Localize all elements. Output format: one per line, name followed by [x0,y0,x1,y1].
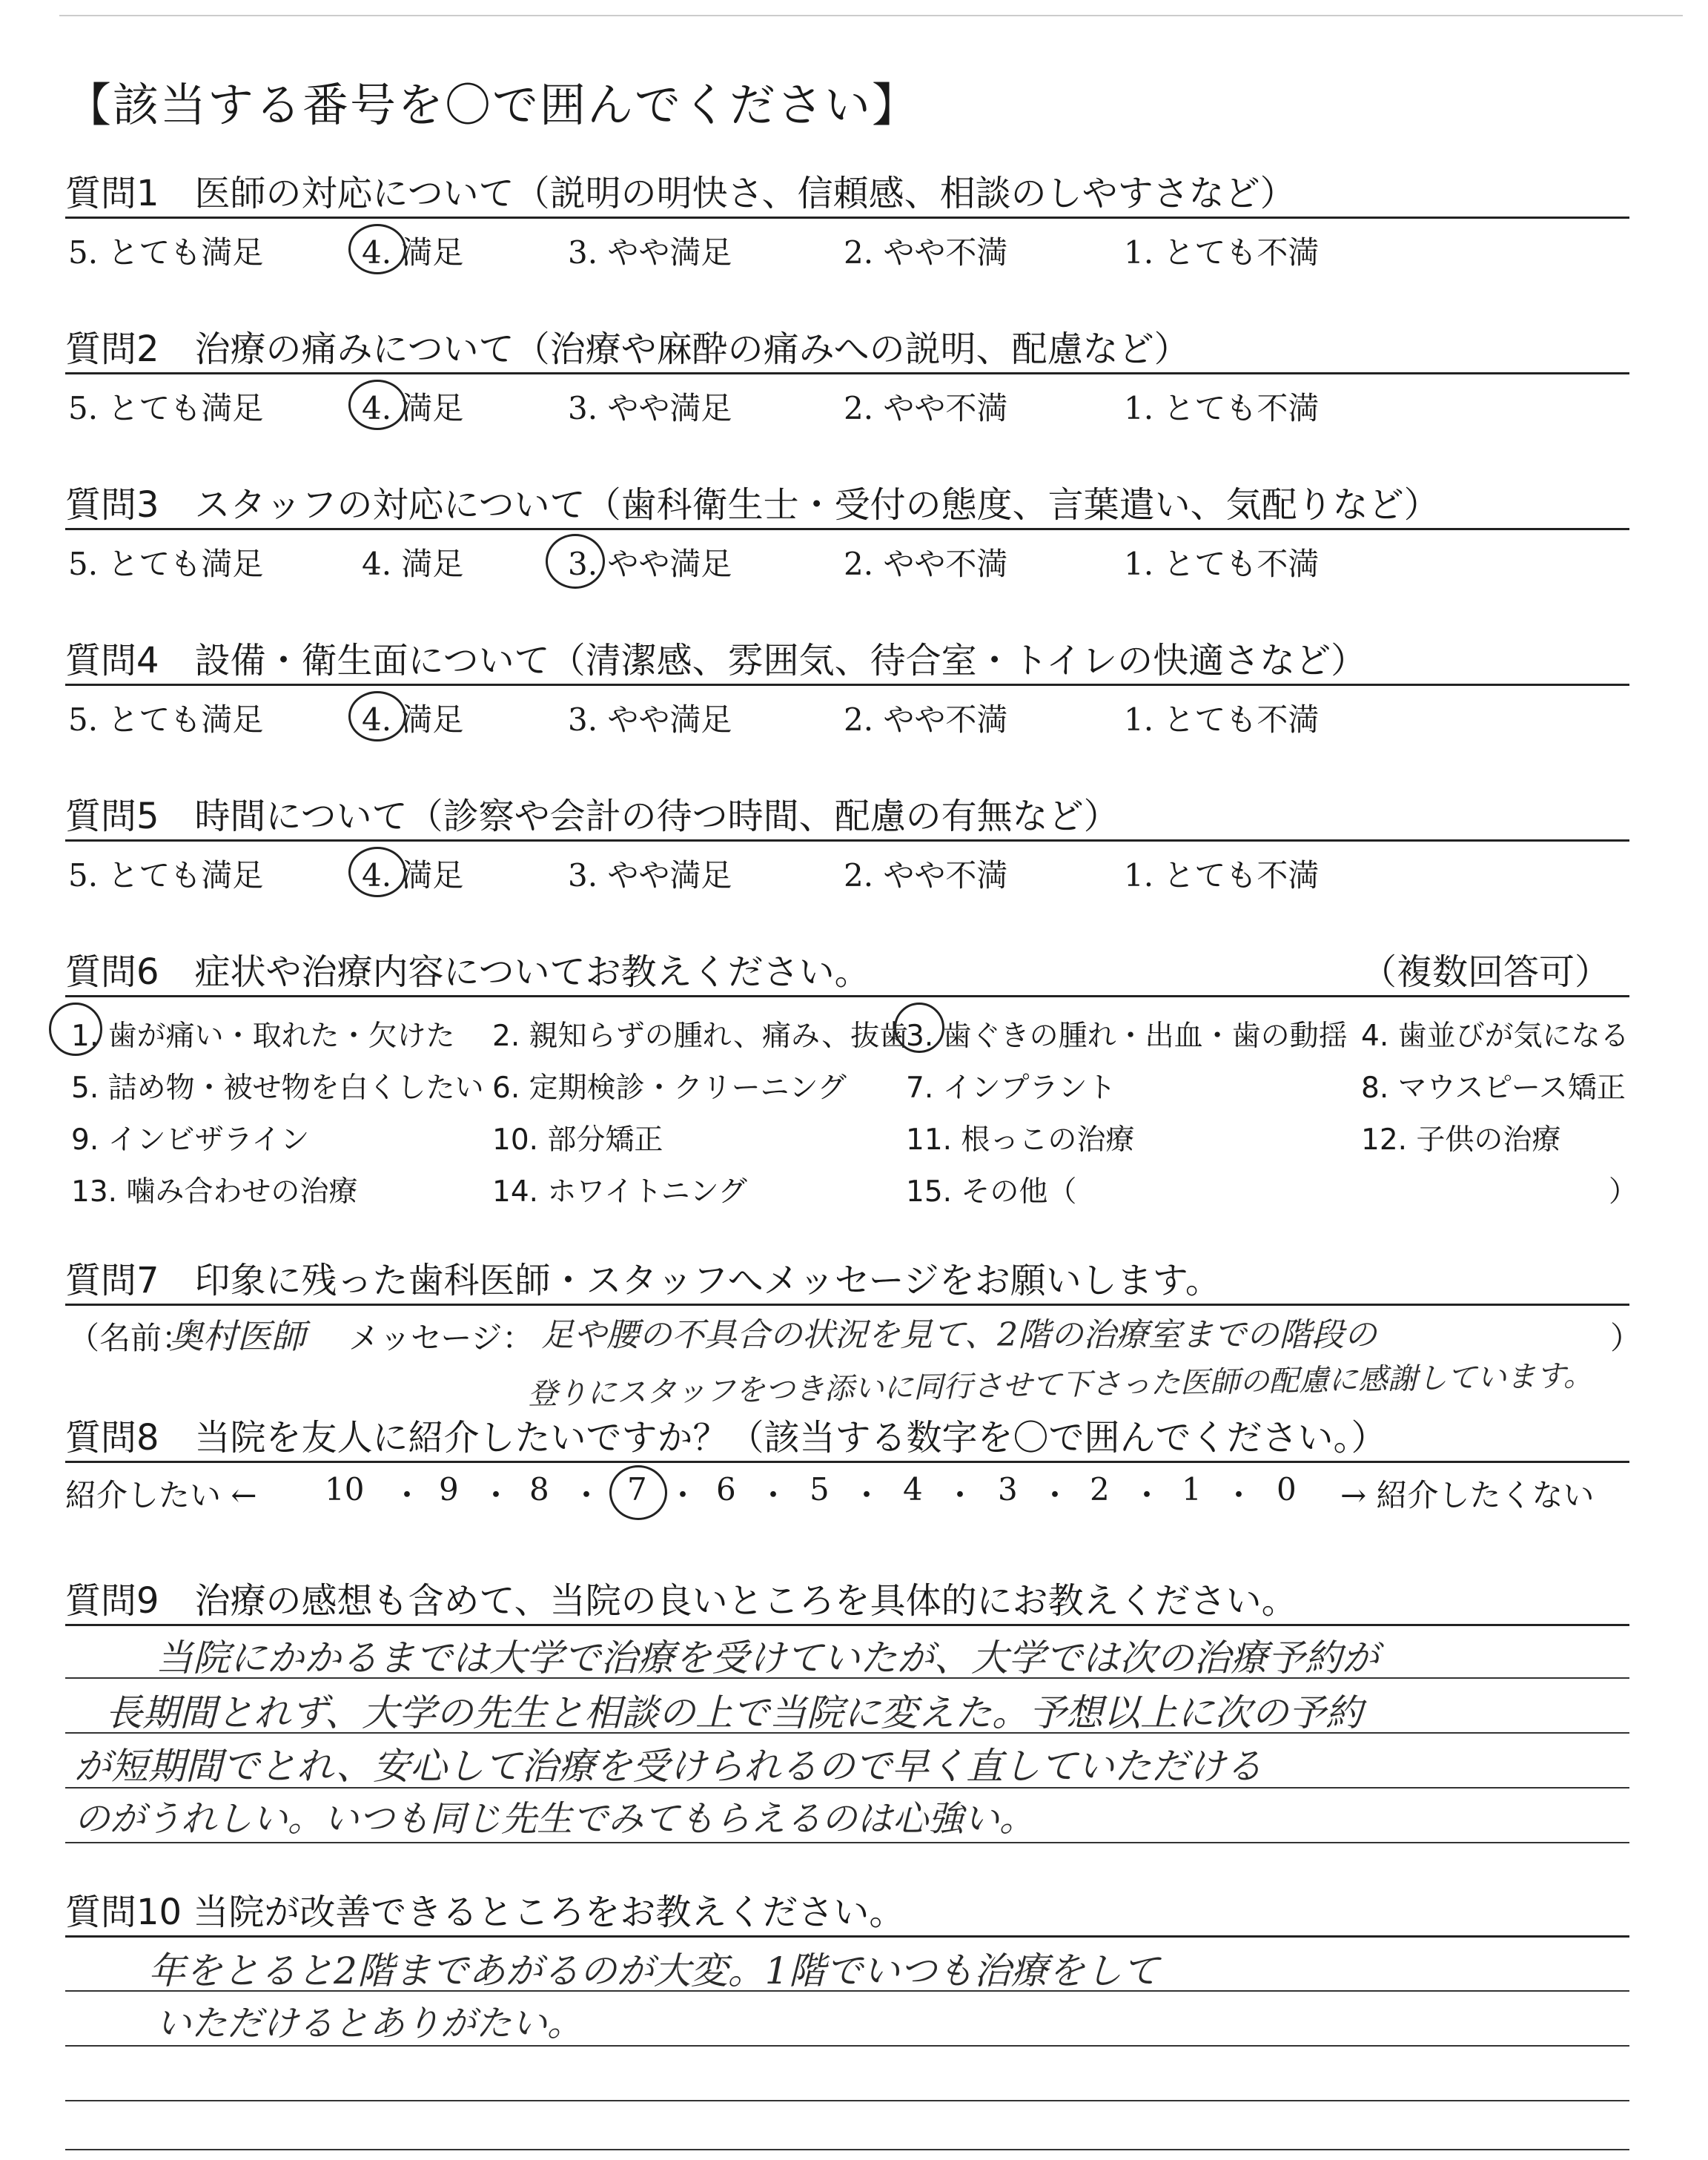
q6-option-14[interactable]: 14. ホワイトニング [492,1175,747,1209]
top-border [59,15,1683,16]
q3-answer-circle [546,534,605,589]
q10-rule-4 [65,2149,1629,2150]
q6-option-12[interactable]: 12. 子供の治療 [1361,1123,1561,1157]
q6-option-15[interactable]: 15. その他（ [906,1175,1077,1209]
q8-title: 質問8 当院を友人に紹介したいですか？（該当する数字を〇で囲んでください。） [65,1417,1387,1459]
q2-option-2[interactable]: 2. やや不満 [844,390,1008,426]
q8-answer-circle [609,1465,667,1520]
q6-option-1[interactable]: 1. 歯が痛い・取れた・欠けた [71,1020,455,1053]
q4-title: 質問4 設備・衛生面について（清潔感、雰囲気、待合室・トイレの快適さなど） [65,640,1367,681]
q7-rule [65,1304,1629,1306]
q10-rule-0 [65,1935,1629,1938]
q4-option-3[interactable]: 3. やや満足 [568,701,732,738]
q5-title: 質問5 時間について（診察や会計の待つ時間、配慮の有無など） [65,796,1119,837]
q10-answer-line-2: いただけるとありがたい。 [156,2003,583,2044]
q7-title: 質問7 印象に残った歯科医師・スタッフへメッセージをお願いします。 [65,1260,1221,1301]
q6-multiple-note: （複数回答可） [1361,951,1611,993]
q6-option-5[interactable]: 5. 詰め物・被せ物を白くしたい [71,1071,484,1105]
q4-option-5[interactable]: 5. とても満足 [68,701,264,738]
q1-option-1[interactable]: 1. とても不満 [1124,234,1320,271]
q1-option-3[interactable]: 3. やや満足 [568,234,732,271]
q8-dot: ・ [480,1477,512,1513]
q8-scale-3[interactable]: 3 [998,1471,1018,1507]
q8-dot: ・ [1131,1477,1163,1513]
q8-dot: ・ [758,1477,790,1513]
q2-option-5[interactable]: 5. とても満足 [68,390,264,426]
q8-dot: ・ [944,1477,976,1513]
q2-title: 質問2 治療の痛みについて（治療や麻酔の痛みへの説明、配慮など） [65,328,1190,370]
q7-message-line-2: 登りにスタッフをつき添いに同行させて下さった医師の配慮に感謝しています。 [527,1358,1594,1412]
q3-option-3[interactable]: 3. やや満足 [568,546,732,582]
q6-title: 質問6 症状や治療内容についてお教えください。 [65,951,870,993]
q2-option-4[interactable]: 4. 満足 [362,390,464,426]
q5-rule [65,839,1629,842]
q10-title: 質問10 当院が改善できるところをお教えください。 [65,1892,905,1933]
q1-title: 質問1 医師の対応について（説明の明快さ、信頼感、相談のしやすさなど） [65,173,1296,214]
q7-name-label: （名前： [68,1320,193,1356]
q3-title: 質問3 スタッフの対応について（歯科衛生士・受付の態度、言葉遣い、気配りなど） [65,484,1440,526]
q8-scale-2[interactable]: 2 [1090,1471,1110,1507]
q8-dot: ・ [1223,1477,1255,1513]
q9-title: 質問9 治療の感想も含めて、当院の良いところを具体的にお教えください。 [65,1580,1297,1622]
q9-rule-0 [65,1624,1629,1626]
q8-scale-4[interactable]: 4 [903,1471,923,1507]
q8-right-label: → 紹介したくない [1340,1477,1595,1513]
q9-answer-line-4: のがうれしい。いつも同じ先生でみてもらえるのは心強い。 [74,1798,1036,1840]
q7-message-line-1: 足や腰の不具合の状況を見て、2階の治療室までの階段の [541,1316,1377,1354]
q9-rule-4 [65,1842,1629,1843]
q9-answer-line-3: が短期間でとれ、安心して治療を受けられるので早く直していただける [74,1745,1262,1788]
q6-option-9[interactable]: 9. インビザライン [71,1123,310,1157]
q1-option-4[interactable]: 4. 満足 [362,234,464,271]
q8-scale-10[interactable]: 10 [325,1471,365,1507]
q6-option-8[interactable]: 8. マウスピース矯正 [1361,1071,1626,1105]
q6-circle-1 [49,1003,102,1056]
q8-scale-8[interactable]: 8 [529,1471,549,1507]
q8-scale-6[interactable]: 6 [716,1471,736,1507]
q9-answer-line-2: 長期間とれず、大学の先生と相談の上で当院に変えた。予想以上に次の予約 [105,1691,1363,1734]
q6-other-close-paren: ） [1609,1175,1638,1209]
q4-answer-circle [348,691,406,742]
q8-dot: ・ [391,1477,423,1513]
q6-option-2[interactable]: 2. 親知らずの腫れ、痛み、抜歯 [492,1020,909,1053]
q4-option-2[interactable]: 2. やや不満 [844,701,1008,738]
q5-option-1[interactable]: 1. とても不満 [1124,857,1320,894]
q6-option-13[interactable]: 13. 噛み合わせの治療 [71,1175,358,1209]
q8-dot: ・ [667,1477,699,1513]
q2-option-1[interactable]: 1. とても不満 [1124,390,1320,426]
q2-option-3[interactable]: 3. やや満足 [568,390,732,426]
q8-dot: ・ [1039,1477,1071,1513]
q1-rule [65,217,1629,219]
q3-option-1[interactable]: 1. とても不満 [1124,546,1320,582]
q7-message-label: メッセージ： [348,1320,534,1356]
q8-left-label: 紹介したい ← [65,1477,257,1513]
q8-scale-7[interactable]: 7 [627,1471,647,1507]
q10-answer-line-1: 年をとると2階まであがるのが大変。1階でいつも治療をして [148,1949,1159,1992]
survey-header: 【該当する番号を〇で囲んでください】 [65,78,920,132]
q8-scale-1[interactable]: 1 [1182,1471,1202,1507]
q5-option-2[interactable]: 2. やや不満 [844,857,1008,894]
q7-close-paren: ） [1610,1320,1642,1356]
q3-option-5[interactable]: 5. とても満足 [68,546,264,582]
q6-circle-3 [894,1003,944,1053]
q1-option-5[interactable]: 5. とても満足 [68,234,264,271]
q8-scale-0[interactable]: 0 [1277,1471,1297,1507]
q5-option-5[interactable]: 5. とても満足 [68,857,264,894]
q9-answer-line-1: 当院にかかるまでは大学で治療を受けていたが、大学では次の治療予約が [156,1636,1379,1680]
q6-option-3[interactable]: 3. 歯ぐきの腫れ・出血・歯の動揺 [906,1020,1348,1053]
q3-option-4[interactable]: 4. 満足 [362,546,464,582]
q3-option-2[interactable]: 2. やや不満 [844,546,1008,582]
q7-name-handwritten: 奥村医師 [169,1316,305,1356]
q8-rule [65,1461,1629,1463]
q4-rule [65,684,1629,686]
q4-option-4[interactable]: 4. 満足 [362,701,464,738]
q8-dot: ・ [571,1477,603,1513]
q1-option-2[interactable]: 2. やや不満 [844,234,1008,271]
q8-dot: ・ [851,1477,883,1513]
q6-option-11[interactable]: 11. 根っこの治療 [906,1123,1135,1157]
q1-answer-circle [348,224,406,274]
q10-rule-3 [65,2100,1629,2101]
q6-rule [65,995,1629,997]
q2-answer-circle [348,380,406,430]
q6-option-10[interactable]: 10. 部分矯正 [492,1123,663,1157]
q5-option-3[interactable]: 3. やや満足 [568,857,732,894]
q5-option-4[interactable]: 4. 満足 [362,857,464,894]
q2-rule [65,372,1629,374]
q5-answer-circle [348,847,406,897]
q8-scale-5[interactable]: 5 [810,1471,830,1507]
q4-option-1[interactable]: 1. とても不満 [1124,701,1320,738]
q8-scale-9[interactable]: 9 [439,1471,459,1507]
q6-option-6[interactable]: 6. 定期検診・クリーニング [492,1071,847,1105]
q6-option-4[interactable]: 4. 歯並びが気になる [1361,1020,1629,1053]
q6-option-7[interactable]: 7. インプラント [906,1071,1116,1105]
q3-rule [65,528,1629,530]
